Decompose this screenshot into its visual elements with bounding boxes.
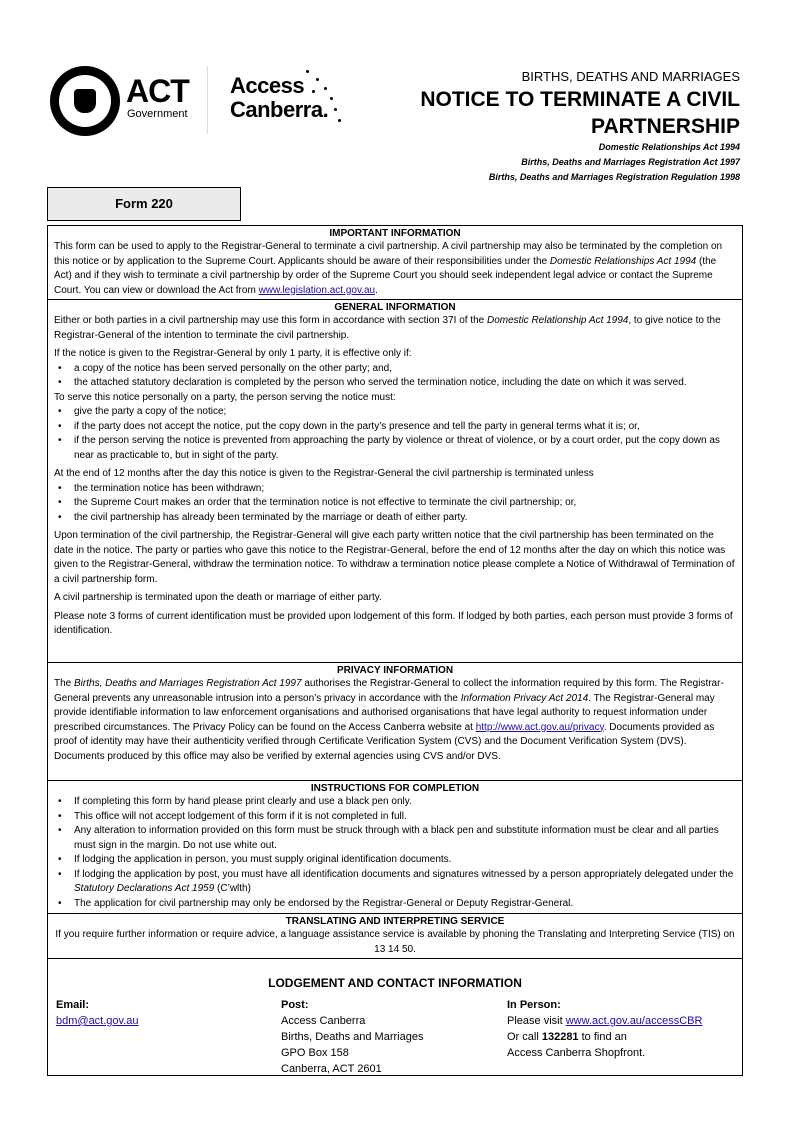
list-item: • the Supreme Court makes an order that the termination notice is not effective to terminate the civil partnership; or, xyxy=(74,496,736,511)
list-item: • If completing this form by hand please print clearly and use a black pen only. xyxy=(74,795,736,810)
header-title-block xyxy=(420,68,740,185)
list-item: • the civil partnership has already been terminated by the marriage or death of either party. xyxy=(74,511,736,526)
list-item: • Any alteration to information provided on this form must be struck through with a black pen and substitute information must be clear and all parties must sign in the margin. Do not use white out. xyxy=(74,824,736,853)
department-name: BIRTHS, DEATHS AND MARRIAGES xyxy=(521,69,740,84)
general-information-section xyxy=(48,300,742,663)
email-column xyxy=(56,997,139,1029)
serving-steps-list xyxy=(54,405,736,463)
legislation-item: Births, Deaths and Marriages Registration Regulation 1998 xyxy=(488,172,740,182)
information-table xyxy=(47,225,743,1076)
page-title-line2: PARTNERSHIP xyxy=(591,115,740,138)
star-dot-icon xyxy=(312,90,315,93)
section-heading: GENERAL INFORMATION xyxy=(334,302,456,313)
general-para: Either or both parties in a civil partnership may use this form in accordance with section 37I of the Domestic Relationship Act 1994, to give notice to the Registrar-General of the intention to terminate the civil partnership. xyxy=(54,315,721,341)
post-line: GPO Box 158 xyxy=(281,1047,349,1059)
list-item: • the termination notice has been withdrawn; xyxy=(74,482,736,497)
shopfront-text: Access Canberra Shopfront. xyxy=(507,1047,646,1059)
list-item: • if the party does not accept the notice, put the copy down in the party’s presence and tell the party in general terms what it is; or, xyxy=(74,420,736,435)
access-canberra-logo xyxy=(230,66,360,136)
translating-text: If you require further information or require advice, a language assistance service is available by phoning the Translating and Interpreting Service (TIS) on 13 14 50. xyxy=(55,929,735,955)
important-text: This form can be used to apply to the Registrar-General to terminate a civil partnership. A civil partnership may also be terminated by the completion on this notice or by application to the Supreme Court. Applicants should be aware of their responsibilities under the Domestic Relationships Act 1994 (the Act) and if they wish to terminate a civil partnership by order of the Supreme Court you should seek independent legal advice or contact the Supreme Court. You can view or download the Act from www.legislation.act.gov.au. xyxy=(54,241,723,296)
ac-logo-line1: Access xyxy=(230,73,305,98)
star-dot-icon xyxy=(306,70,309,73)
act-logo-sub: Government xyxy=(127,108,188,120)
legislation-item: Domestic Relationships Act 1994 xyxy=(598,142,740,152)
form-number-box: Form 220 xyxy=(47,187,241,221)
star-dot-icon xyxy=(338,119,341,122)
star-dot-icon xyxy=(330,97,333,100)
general-para: A civil partnership is terminated upon the death or marriage of either party. xyxy=(54,592,382,603)
general-para: If the notice is given to the Registrar-General by only 1 party, it is effective only if: xyxy=(54,348,412,359)
act-logo-word: ACT xyxy=(126,73,189,109)
list-item: • the attached statutory declaration is completed by the person who served the termination notice, including the date on which it was served. xyxy=(74,376,736,391)
privacy-link[interactable]: http://www.act.gov.au/privacy xyxy=(475,721,604,733)
privacy-information-section xyxy=(48,663,742,781)
access-cbr-link[interactable]: www.act.gov.au/accessCBR xyxy=(565,1015,703,1027)
legislation-item: Births, Deaths and Marriages Registration Act 1997 xyxy=(521,157,740,167)
general-para: To serve this notice personally on a party, the person serving the notice must: xyxy=(54,391,396,403)
post-line: Access Canberra xyxy=(281,1015,366,1027)
logo-divider xyxy=(207,66,208,134)
list-item: • If lodging the application in person, you must supply original identification documents. xyxy=(74,853,736,868)
list-item: • give the party a copy of the notice; xyxy=(74,405,736,420)
star-dot-icon xyxy=(324,87,327,90)
legislation-link[interactable]: www.legislation.act.gov.au xyxy=(258,284,376,296)
termination-exceptions-list xyxy=(54,482,736,526)
page-title-line1: NOTICE TO TERMINATE A CIVIL xyxy=(420,88,740,111)
list-item: • The application for civil partnership may only be endorsed by the Registrar-General or Deputy Registrar-General. xyxy=(74,897,736,912)
general-para: Upon termination of the civil partnership, the Registrar-General will give each party written notice that the civil partnership has been terminated on the date in the notice. The party or parties who gave this notice to the Registrar-General, before the end of 12 months after the day on which this notice was given to the Registrar-General, withdraw the termination notice. To withdraw a termination notice please complete a Notice of Withdrawal of Termination of a civil partnership form. xyxy=(54,530,735,585)
ac-logo-line2: Canberra. xyxy=(230,97,329,122)
effective-conditions-list xyxy=(54,362,736,391)
phone-number: 132281 xyxy=(541,1031,579,1043)
section-heading: INSTRUCTIONS FOR COMPLETION xyxy=(310,783,480,794)
star-dot-icon xyxy=(334,108,337,111)
section-heading: LODGEMENT AND CONTACT INFORMATION xyxy=(268,976,522,990)
list-item: • a copy of the notice has been served personally on the other party; and, xyxy=(74,362,736,377)
general-para: At the end of 12 months after the day this notice is given to the Registrar-General the civil partnership is terminated unless xyxy=(54,468,594,479)
instructions-section xyxy=(48,781,742,914)
in-person-label: In Person: xyxy=(507,999,561,1011)
email-link[interactable]: bdm@act.gov.au xyxy=(56,1015,139,1027)
list-item: • If lodging the application by post, you must have all identification documents and signatures witnessed by a person appropriately delegated under the Statutory Declarations Act 1959 (C’wlth) xyxy=(74,868,736,897)
translating-section xyxy=(48,914,742,959)
list-item: • This office will not accept lodgement of this form if it is not completed in full. xyxy=(74,810,736,825)
legislation-list xyxy=(420,140,740,185)
privacy-text: The Births, Deaths and Marriages Registration Act 1997 authorises the Registrar-General to collect the information required by this form. The Registrar-General prevents any unreasonable intrusion into a person’s privacy in accordance with the Information Privacy Act 2014. The Registrar-General may provide identifiable information to law enforcement organisations and authorised organisations that have legal authority to request information under prescribed circumstances. The Privacy Policy can be found on the Access Canberra website at http://www.act.gov.au/privacy. Documents provided as proof of identity may have their authenticity verified through Certificate Verification System (CVS) and the Document Verification System (DVS). Documents produced by this office may also be verified by external agencies using CVS and/or DVS. xyxy=(54,678,724,762)
lodgement-section xyxy=(48,959,742,1077)
star-dot-icon xyxy=(316,78,319,81)
instructions-list xyxy=(54,795,736,911)
section-heading: PRIVACY INFORMATION xyxy=(336,665,454,676)
section-heading: IMPORTANT INFORMATION xyxy=(329,228,461,239)
post-label: Post: xyxy=(281,999,309,1011)
in-person-column: In Person: Please visit www.act.gov.au/accessCBR Or call 132281 to find an Access Canberra Shopfront. xyxy=(507,999,703,1059)
section-heading: TRANSLATING AND INTERPRETING SERVICE xyxy=(285,916,505,927)
coat-of-arms-icon xyxy=(50,66,120,136)
list-item: • if the person serving the notice is prevented from approaching the party by violence or threat of violence, or by a court order, put the copy down as near as practicable to, but in sight of the party. xyxy=(74,434,736,463)
general-para: Please note 3 forms of current identification must be provided upon lodgement of this form. If lodged by both parties, each person must provide 3 forms of identification. xyxy=(54,610,733,636)
post-column xyxy=(281,997,423,1077)
post-line: Canberra, ACT 2601 xyxy=(281,1063,382,1075)
post-line: Births, Deaths and Marriages xyxy=(281,1031,424,1043)
important-information-section xyxy=(48,226,742,300)
act-government-logo xyxy=(50,66,195,136)
email-label: Email: xyxy=(56,999,90,1011)
